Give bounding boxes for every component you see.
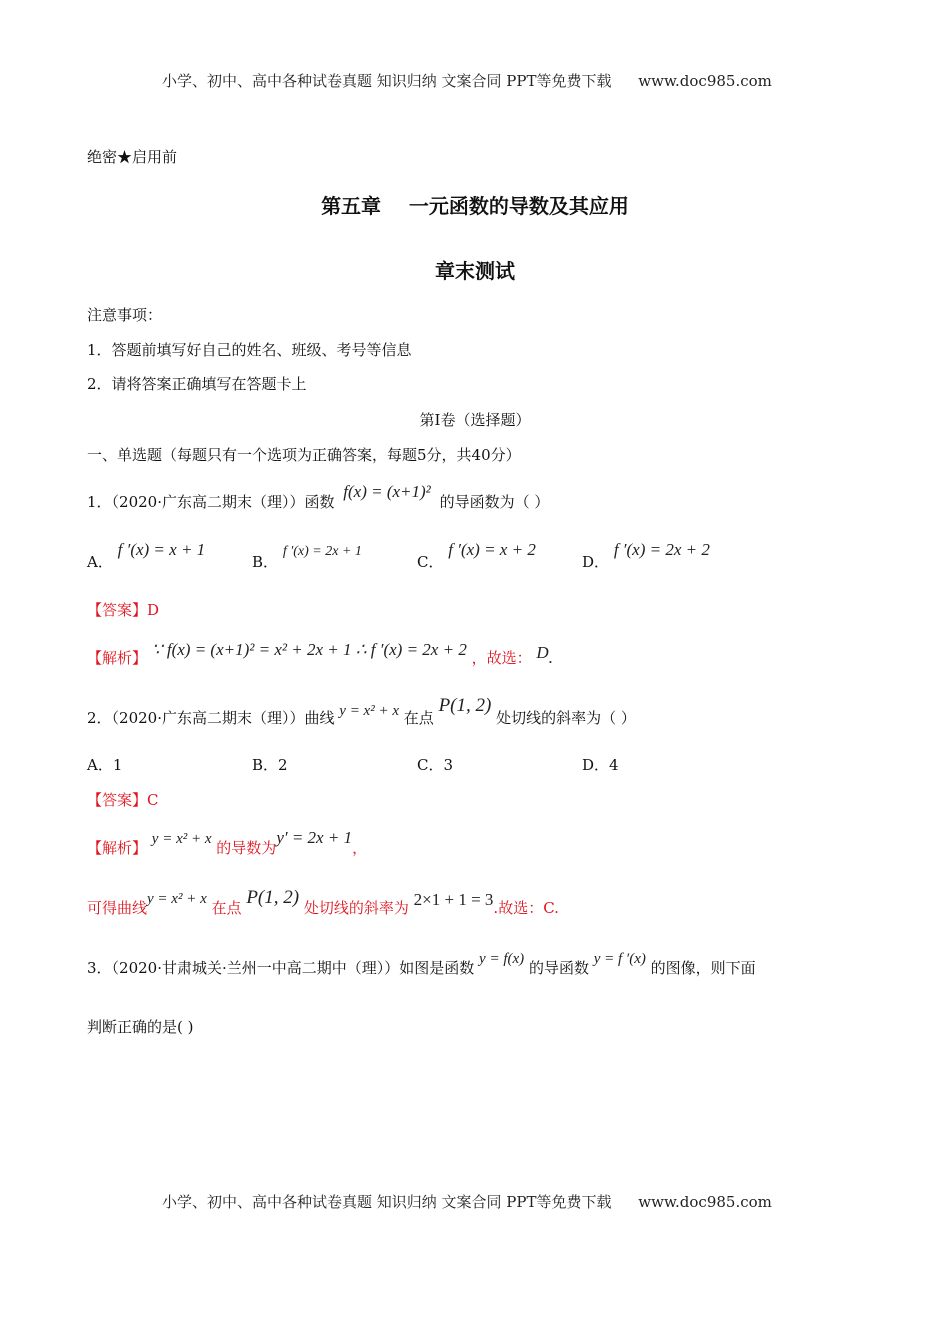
notes-item: 1．答题前填写好自己的姓名、班级、考号等信息 — [87, 341, 412, 359]
q1-function: f(x) = (x+1)² — [343, 482, 431, 501]
header-url: www.doc985.com — [638, 72, 772, 90]
q3-function: y = f(x) — [479, 951, 525, 967]
section-title: 一、单选题（每题只有一个选项为正确答案，每题5分，共40分） — [87, 446, 521, 464]
q2-suffix: 处切线的斜率为（ ） — [496, 709, 636, 727]
option-expression: f ′(x) = 2x + 1 — [282, 544, 362, 559]
analysis-end: .故选：C. — [493, 899, 559, 917]
q2-point: P(1, 2) — [438, 695, 492, 716]
analysis-choice: D — [536, 643, 549, 662]
q2-analysis-line2 — [87, 887, 559, 919]
q2-mid: 在点 — [403, 709, 434, 727]
q2-curve: y = x² + x — [339, 703, 399, 719]
option-expression: f ′(x) = x + 2 — [448, 540, 536, 559]
option-label: B． — [252, 756, 279, 774]
q1-prefix: 1．（2020·广东高二期末（理））函数 — [87, 493, 335, 511]
page-title: 第五章 一元函数的导数及其应用 — [321, 194, 629, 218]
q1-option-d[interactable] — [582, 540, 710, 572]
option-label: D． — [582, 756, 610, 774]
analysis-label: 【解析】 — [87, 649, 148, 667]
analysis-curve: y = x² + x — [147, 891, 207, 907]
option-label: C． — [417, 756, 444, 774]
q2-analysis-line1 — [87, 828, 368, 859]
option-value: 1 — [112, 756, 123, 774]
q3-prefix: 3．（2020·甘肃城关·兰州一中高二期中（理））如图是函数 — [87, 959, 475, 977]
answer-label: 【答案】 — [87, 791, 148, 809]
analysis-text: 处切线的斜率为 — [303, 899, 409, 917]
option-label: A． — [87, 553, 113, 571]
analysis-tail: ，故选： — [471, 649, 532, 667]
q1-analysis — [87, 640, 553, 668]
analysis-end: ， — [352, 839, 368, 857]
answer-label: 【答案】 — [87, 601, 148, 619]
notes-item: 2．请将答案正确填写在答题卡上 — [87, 375, 307, 393]
q3-mid: 的导函数 — [528, 959, 589, 977]
q1-stem — [87, 482, 550, 512]
q2-option-c[interactable] — [417, 755, 453, 775]
analysis-math: ∵ f(x) = (x+1)² = x² + 2x + 1 ∴ f ′(x) = 2x + 2 — [151, 640, 467, 659]
analysis-mid: 在点 — [211, 899, 242, 917]
analysis-text: 的导数为 — [216, 839, 277, 857]
analysis-point: P(1, 2) — [246, 887, 300, 908]
q2-prefix: 2．（2020·广东高二期末（理））曲线 — [87, 709, 335, 727]
option-value: 4 — [609, 756, 619, 774]
q1-option-a[interactable] — [87, 540, 206, 572]
option-expression: f ′(x) = x + 1 — [117, 540, 206, 559]
option-value: 3 — [443, 756, 454, 774]
option-label: A． — [87, 756, 113, 774]
notes-heading: 注意事项： — [87, 306, 163, 324]
footer-text: 小学、初中、高中各种试卷真题 知识归纳 文案合同 PPT等免费下载 — [162, 1193, 612, 1211]
option-value: 2 — [278, 756, 288, 774]
option-label: B． — [252, 553, 279, 571]
answer-value: D — [147, 601, 160, 619]
option-expression: f ′(x) = 2x + 2 — [613, 540, 710, 559]
footer-url: www.doc985.com — [638, 1193, 772, 1211]
page-footer — [162, 1191, 772, 1212]
analysis-derivative: y′ = 2x + 1 — [276, 828, 353, 847]
q1-suffix: 的导函数为（ ） — [439, 493, 550, 511]
q1-answer — [87, 600, 159, 620]
analysis-calc: 2×1 + 1 = 3 — [413, 890, 494, 909]
option-label: C． — [417, 553, 444, 571]
q2-option-a[interactable] — [87, 755, 122, 775]
analysis-pre: 可得曲线 — [87, 899, 148, 917]
q1-option-c[interactable] — [417, 540, 536, 572]
q2-answer — [87, 790, 159, 810]
q3-line2: 判断正确的是( ) — [87, 1018, 194, 1036]
q3-stem — [87, 951, 756, 979]
volume-title: 第I卷（选择题） — [419, 411, 531, 429]
q2-option-d[interactable] — [582, 755, 619, 775]
analysis-label: 【解析】 — [87, 839, 148, 857]
q1-option-b[interactable] — [252, 544, 362, 574]
page-subtitle: 章末测试 — [435, 259, 515, 283]
q3-derivative: y = f ′(x) — [593, 951, 646, 967]
header-text: 小学、初中、高中各种试卷真题 知识归纳 文案合同 PPT等免费下载 — [162, 72, 612, 90]
secret-mark: 绝密★启用前 — [87, 148, 178, 166]
answer-value: C — [147, 791, 159, 809]
analysis-end: . — [548, 648, 553, 667]
q2-stem — [87, 695, 636, 729]
q3-suffix: 的图像，则下面 — [650, 959, 756, 977]
analysis-curve: y = x² + x — [151, 831, 212, 847]
page-header — [162, 70, 772, 91]
q2-option-b[interactable] — [252, 755, 288, 775]
option-label: D． — [582, 553, 610, 571]
